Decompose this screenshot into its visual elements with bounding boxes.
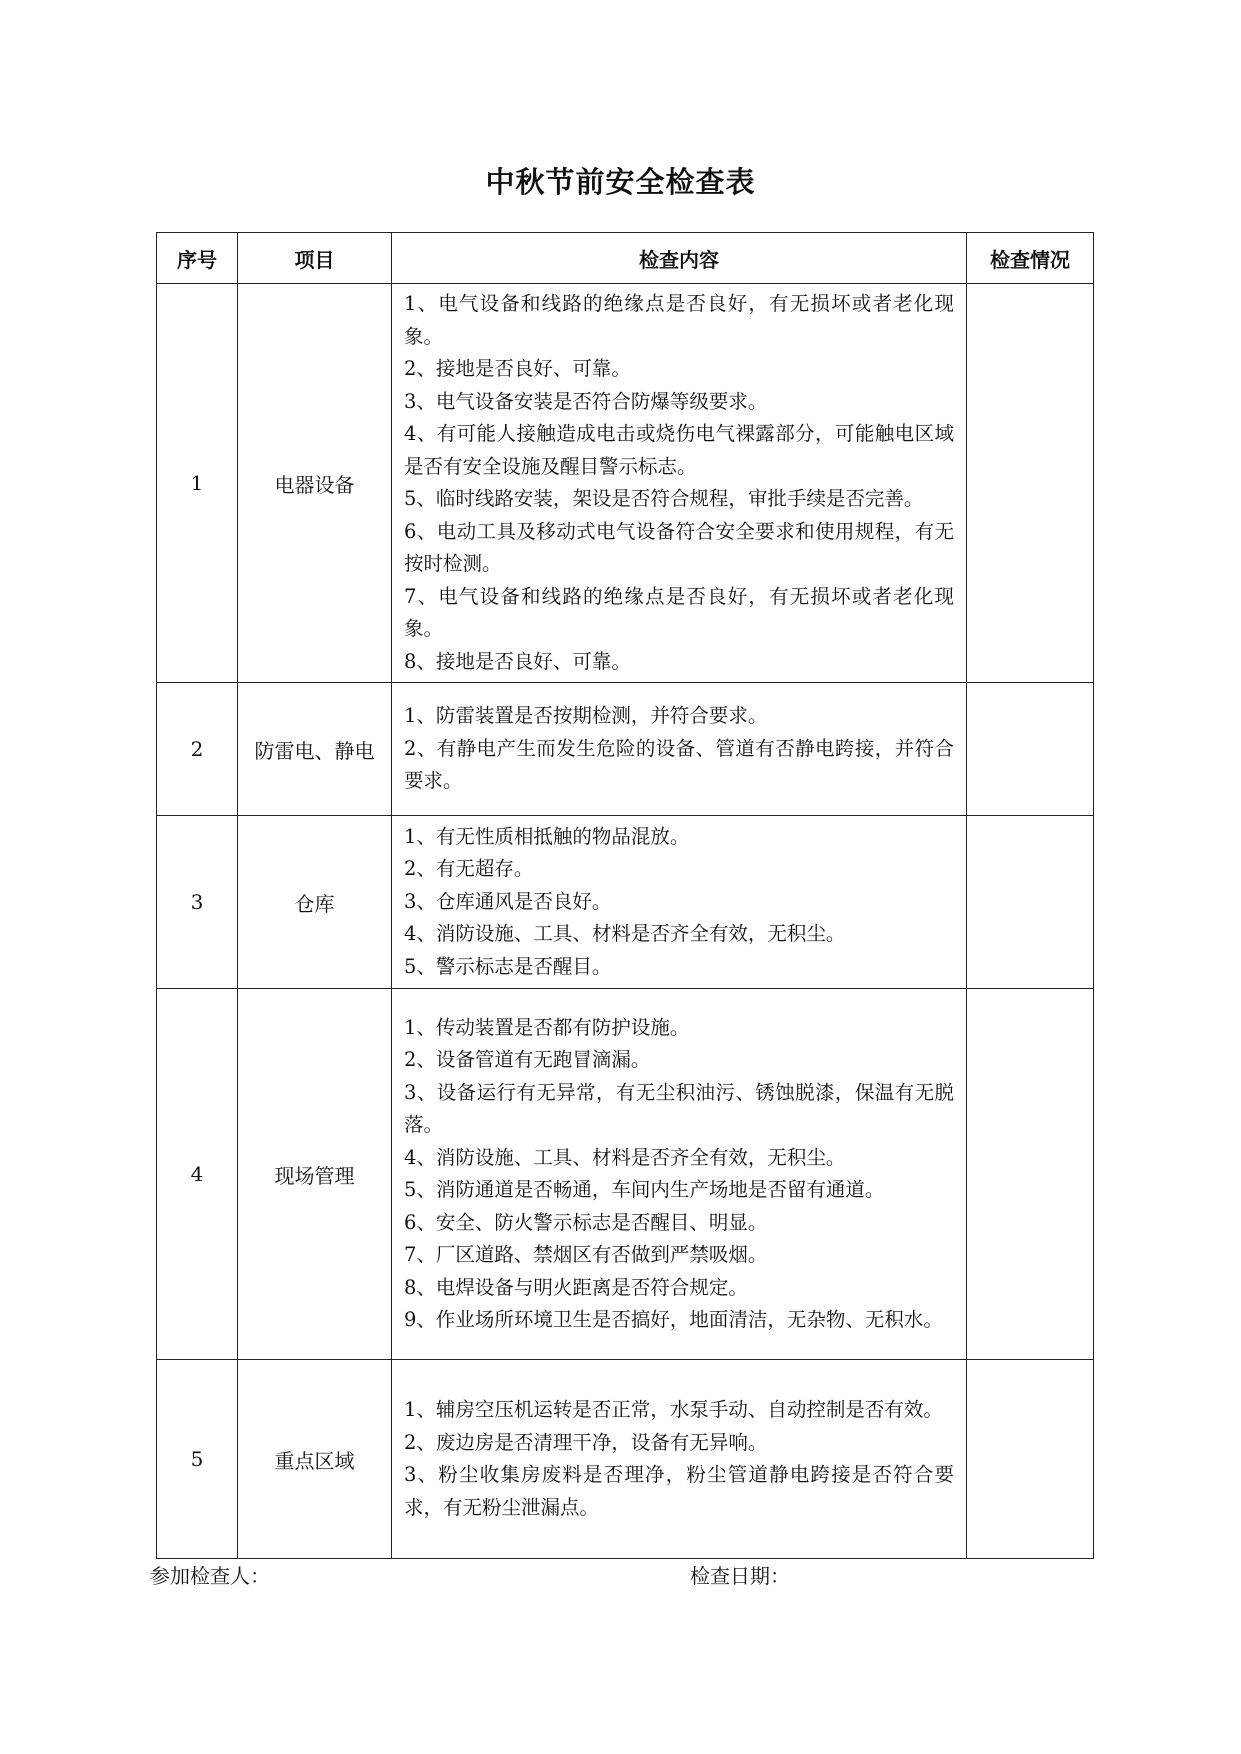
row-item: 重点区域 — [238, 1360, 392, 1559]
check-content-line: 6、电动工具及移动式电气设备符合安全要求和使用规程，有无按时检测。 — [404, 519, 954, 575]
row-check-status — [967, 683, 1094, 816]
check-content-line: 1、辅房空压机运转是否正常，水泵手动、自动控制是否有效。 — [404, 1398, 943, 1421]
check-content-line: 2、有无超存。 — [404, 857, 534, 881]
check-content-line: 3、粉尘收集房废料是否理净，粉尘管道静电跨接是否符合要求，有无粉尘泄漏点。 — [404, 1463, 954, 1519]
check-content-line: 2、废边房是否清理干净，设备有无异响。 — [404, 1430, 768, 1454]
row-check-status — [967, 1360, 1094, 1559]
check-content-line: 8、接地是否良好、可靠。 — [404, 649, 631, 673]
row-check-content — [392, 1360, 967, 1559]
check-content-line: 3、仓库通风是否良好。 — [404, 889, 612, 913]
table-row — [157, 1360, 1094, 1559]
check-content-line: 1、有无性质相抵触的物品混放。 — [404, 824, 690, 848]
check-content-line: 7、电气设备和线路的绝缘点是否良好，有无损坏或者老化现象。 — [404, 584, 954, 640]
row-item: 防雷电、静电 — [238, 683, 392, 816]
row-check-content — [392, 284, 967, 683]
check-content-line: 5、警示标志是否醒目。 — [404, 954, 612, 978]
row-serial-number: 4 — [157, 989, 238, 1360]
header-check-status: 检查情况 — [967, 233, 1094, 284]
row-serial-number: 3 — [157, 816, 238, 989]
check-content-line: 7、厂区道路、禁烟区有否做到严禁吸烟。 — [404, 1243, 768, 1266]
check-content-line: 2、有静电产生而发生危险的设备、管道有否静电跨接，并符合要求。 — [404, 736, 954, 793]
table-row — [157, 284, 1094, 683]
check-content-line: 9、作业场所环境卫生是否搞好，地面清洁，无杂物、无积水。 — [404, 1308, 943, 1331]
check-content-line: 4、消防设施、工具、材料是否齐全有效，无积尘。 — [404, 1145, 846, 1169]
check-date-label: 检查日期： — [690, 1564, 790, 1588]
safety-check-table — [156, 232, 1094, 1559]
row-check-content — [392, 683, 967, 816]
table-row — [157, 816, 1094, 989]
row-check-content — [392, 816, 967, 989]
row-check-content — [392, 989, 967, 1360]
row-item: 电器设备 — [238, 284, 392, 683]
check-content-line: 2、设备管道有无跑冒滴漏。 — [404, 1048, 651, 1071]
row-check-status — [967, 816, 1094, 989]
check-content-line: 6、安全、防火警示标志是否醒目、明显。 — [404, 1210, 768, 1234]
row-check-status — [967, 284, 1094, 683]
check-content-line: 5、临时线路安装，架设是否符合规程，审批手续是否完善。 — [404, 487, 924, 510]
check-content-line: 1、电气设备和线路的绝缘点是否良好，有无损坏或者老化现象。 — [404, 292, 954, 348]
check-content-line: 3、电气设备安装是否符合防爆等级要求。 — [404, 389, 768, 413]
check-content-line: 4、有可能人接触造成电击或烧伤电气裸露部分，可能触电区域是否有安全设施及醒目警示标志。 — [404, 422, 954, 478]
check-content-line: 1、传动装置是否都有防护设施。 — [404, 1015, 690, 1039]
check-content-line: 5、消防通道是否畅通，车间内生产场地是否留有通道。 — [404, 1178, 885, 1201]
table-header-row — [157, 233, 1094, 284]
check-content-line: 2、接地是否良好、可靠。 — [404, 357, 631, 380]
header-serial-number: 序号 — [157, 233, 238, 284]
row-item: 现场管理 — [238, 989, 392, 1360]
table-row — [157, 683, 1094, 816]
table-row — [157, 989, 1094, 1360]
page-title: 中秋节前安全检查表 — [485, 165, 756, 199]
inspector-label: 参加检查人： — [150, 1564, 270, 1588]
header-check-content: 检查内容 — [392, 233, 967, 284]
check-content-line: 1、防雷装置是否按期检测，并符合要求。 — [404, 704, 768, 728]
check-content-line: 4、消防设施、工具、材料是否齐全有效，无积尘。 — [404, 922, 846, 946]
row-serial-number: 5 — [157, 1360, 238, 1559]
row-item: 仓库 — [238, 816, 392, 989]
row-check-status — [967, 989, 1094, 1360]
row-serial-number: 2 — [157, 683, 238, 816]
check-content-line: 3、设备运行有无异常，有无尘积油污、锈蚀脱漆，保温有无脱落。 — [404, 1080, 954, 1136]
row-serial-number: 1 — [157, 284, 238, 683]
header-item: 项目 — [238, 233, 392, 284]
check-content-line: 8、电焊设备与明火距离是否符合规定。 — [404, 1275, 748, 1299]
